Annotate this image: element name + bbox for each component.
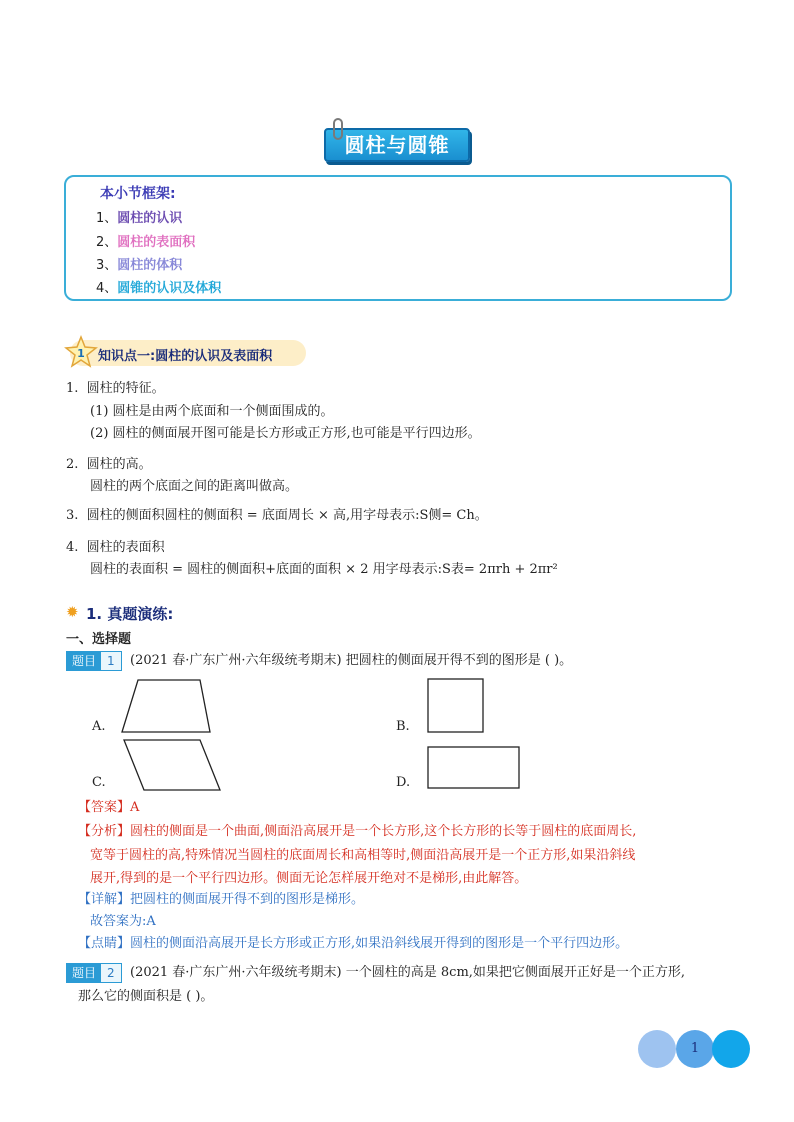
knowledge-point-title: 知识点一:圆柱的认识及表面积 [98, 349, 273, 364]
analysis-line-1: 【分析】圆柱的侧面是一个曲面,侧面沿高展开是一个长方形,这个长方形的长等于圆柱的底面周长, [78, 824, 637, 839]
option-b-label: B. [396, 719, 410, 734]
kp-item-1: 1. 圆柱的特征。 [66, 381, 165, 396]
question-1-text: (2021 春·广东广州·六年级统考期末) 把圆柱的侧面展开得不到的图形是 ( )。 [130, 653, 573, 668]
option-a-label: A. [92, 719, 106, 734]
page-title: 圆柱与圆锥 [344, 133, 450, 157]
kp-item-2: 2. 圆柱的高。 [66, 457, 152, 472]
question-badge-1: 题目 1 [66, 651, 122, 671]
conclusion-text: 故答案为:A [90, 914, 156, 929]
star-icon [64, 335, 98, 369]
framework-item-2: 2、圆柱的表面积 [96, 235, 196, 250]
kp-item-3: 3. 圆柱的侧面积圆柱的侧面积 = 底面周长 × 高,用字母表示:S侧= Ch。 [66, 508, 488, 523]
option-c-label: C. [92, 775, 106, 790]
kp-item-1-sub-2: (2) 圆柱的侧面展开图可能是长方形或正方形,也可能是平行四边形。 [90, 426, 481, 441]
analysis-line-2: 宽等于圆柱的高,特殊情况当圆柱的底面周长和高相等时,侧面沿高展开是一个正方形,如果沿斜线 [90, 848, 636, 863]
page-title-badge [324, 128, 470, 162]
kp-item-4-sub-1: 圆柱的表面积 = 圆柱的侧面积+底面的面积 × 2 用字母表示:S表= 2πrh + 2πr² [90, 562, 558, 577]
framework-item-3: 3、圆柱的体积 [96, 258, 183, 273]
question-2-text-continued: 那么它的侧面积是 ( )。 [78, 989, 214, 1004]
square-shape [427, 678, 485, 734]
kp-item-2-sub-1: 圆柱的两个底面之间的距离叫做高。 [90, 479, 299, 494]
kp-item-4: 4. 圆柱的表面积 [66, 540, 165, 555]
kp-item-1-sub-1: (1) 圆柱是由两个底面和一个侧面围成的。 [90, 404, 334, 419]
page-number: 1 [690, 1041, 700, 1056]
paperclip-icon [333, 118, 343, 140]
analysis-line-3: 展开,得到的是一个平行四边形。侧面无论怎样展开绝对不是梯形,由此解答。 [90, 871, 528, 886]
answer-text: 【答案】A [78, 800, 140, 815]
svg-text:1: 1 [77, 347, 85, 360]
framework-item-1: 1、圆柱的认识 [96, 211, 183, 226]
question-2-text: (2021 春·广东广州·六年级统考期末) 一个圆柱的高是 8cm,如果把它侧面展开正好是一个正方形, [130, 965, 686, 980]
page-number-circle [676, 1030, 714, 1068]
framework-heading: 本小节框架: [100, 186, 176, 202]
section-title: 1. 真题演练: [86, 605, 174, 623]
question-badge-2: 题目 2 [66, 963, 122, 983]
trapezoid-shape [120, 678, 212, 734]
framework-item-4: 4、圆锥的认识及体积 [96, 281, 222, 296]
section-subtitle: 一、选择题 [66, 632, 132, 647]
detail-text: 【详解】把圆柱的侧面展开得不到的图形是梯形。 [78, 892, 365, 907]
comment-text: 【点睛】圆柱的侧面沿高展开是长方形或正方形,如果沿斜线展开得到的图形是一个平行四边形。 [78, 936, 629, 951]
page-dot-right [712, 1030, 750, 1068]
sun-icon: ✹ [66, 603, 79, 621]
rectangle-shape [427, 746, 521, 790]
parallelogram-shape [122, 738, 222, 792]
option-d-label: D. [396, 775, 411, 790]
page-dot-left [638, 1030, 676, 1068]
